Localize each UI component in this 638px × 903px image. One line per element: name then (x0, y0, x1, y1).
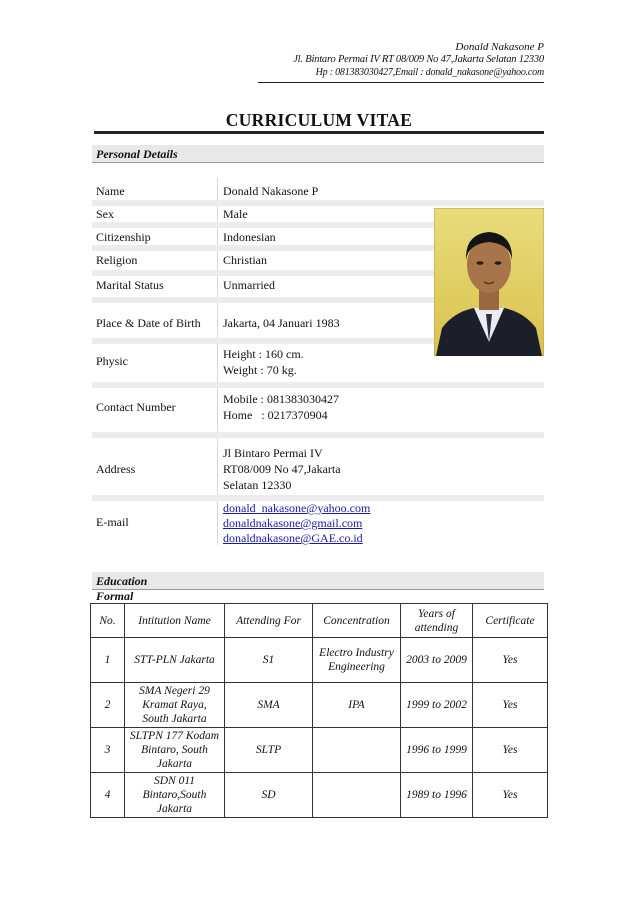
header-contact: Hp : 081383030427,Email : donald_nakasone@yahoo.com (315, 67, 544, 78)
column-header-concentration: Concentration (313, 604, 401, 638)
cell-concentration (313, 773, 401, 818)
address-line-2: RT08/009 No 47,Jakarta (223, 462, 341, 476)
education-subtitle: Formal (96, 589, 134, 603)
row-separator (92, 382, 544, 388)
column-separator (217, 388, 218, 432)
citizenship-value: Indonesian (223, 230, 276, 244)
profile-photo (434, 208, 544, 356)
email-link-gae[interactable]: donaldnakasone@GAE.co.id (223, 531, 363, 545)
sex-label: Sex (96, 207, 114, 221)
header-name: Donald Nakasone P (455, 41, 544, 53)
column-separator (217, 178, 218, 200)
column-separator (217, 344, 218, 382)
column-separator (217, 276, 218, 297)
citizenship-label: Citizenship (96, 230, 151, 244)
cell-concentration: Electro Industry Engineering (313, 638, 401, 683)
cell-attending: SLTP (225, 728, 313, 773)
name-value: Donald Nakasone P (223, 184, 319, 198)
cell-attending: SD (225, 773, 313, 818)
cell-institution: SLTPN 177 Kodam Bintaro, South Jakarta (125, 728, 225, 773)
height-value: Height : 160 cm. (223, 347, 304, 361)
column-separator (217, 438, 218, 495)
column-header-years: Years of attending (401, 604, 473, 638)
cell-no: 2 (91, 683, 125, 728)
title-divider (94, 131, 544, 134)
marital-status-label: Marital Status (96, 278, 164, 292)
cell-institution: STT-PLN Jakarta (125, 638, 225, 683)
column-separator (217, 206, 218, 222)
cell-institution: SDN 011 Bintaro,South Jakarta (125, 773, 225, 818)
cell-attending: SMA (225, 683, 313, 728)
personal-details-heading: Personal Details (92, 145, 544, 163)
sex-value: Male (223, 207, 248, 221)
cell-attending: S1 (225, 638, 313, 683)
table-row (91, 638, 548, 683)
physic-label: Physic (96, 354, 129, 368)
religion-label: Religion (96, 253, 138, 267)
cell-years: 1996 to 1999 (401, 728, 473, 773)
cell-no: 4 (91, 773, 125, 818)
cell-certificate: Yes (473, 728, 548, 773)
home-phone-value: Home : 0217370904 (223, 408, 328, 422)
marital-status-value: Unmarried (223, 278, 275, 292)
address-line-3: Selatan 12330 (223, 478, 292, 492)
row-separator (92, 432, 544, 438)
row-separator (92, 200, 544, 206)
table-row (91, 773, 548, 818)
email-link-yahoo[interactable]: donald_nakasone@yahoo.com (223, 501, 371, 515)
cell-years: 2003 to 2009 (401, 638, 473, 683)
mobile-value: Mobile : 081383030427 (223, 392, 339, 406)
column-header-institution: Intitution Name (125, 604, 225, 638)
cell-no: 1 (91, 638, 125, 683)
birth-value: Jakarta, 04 Januari 1983 (223, 316, 340, 330)
header-divider (258, 82, 544, 83)
column-separator (217, 251, 218, 270)
cell-years: 1999 to 2002 (401, 683, 473, 728)
column-separator (217, 228, 218, 245)
column-separator (217, 501, 218, 545)
cell-years: 1989 to 1996 (401, 773, 473, 818)
table-row (91, 728, 548, 773)
column-header-certificate: Certificate (473, 604, 548, 638)
page-title: CURRICULUM VITAE (225, 110, 413, 130)
cell-certificate: Yes (473, 773, 548, 818)
email-link-gmail[interactable]: donaldnakasone@gmail.com (223, 516, 363, 530)
cell-concentration (313, 728, 401, 773)
cell-certificate: Yes (473, 638, 548, 683)
contact-number-label: Contact Number (96, 400, 176, 414)
religion-value: Christian (223, 253, 267, 267)
column-header-no: No. (91, 604, 125, 638)
cell-concentration: IPA (313, 683, 401, 728)
education-heading: Education (92, 572, 544, 590)
cell-institution: SMA Negeri 29 Kramat Raya, South Jakarta (125, 683, 225, 728)
cell-certificate: Yes (473, 683, 548, 728)
column-header-attending: Attending For (225, 604, 313, 638)
email-label: E-mail (96, 515, 129, 529)
address-label: Address (96, 462, 136, 476)
birth-label: Place & Date of Birth (96, 316, 201, 330)
cell-no: 3 (91, 728, 125, 773)
header-address: Jl. Bintaro Permai IV RT 08/009 No 47,Jakarta Selatan 12330 (293, 54, 544, 65)
column-separator (217, 303, 218, 338)
table-header-row (91, 604, 548, 638)
education-table (90, 603, 548, 818)
address-line-1: Jl Bintaro Permai IV (223, 446, 323, 460)
table-row (91, 683, 548, 728)
name-label: Name (96, 184, 125, 198)
weight-value: Weight : 70 kg. (223, 363, 297, 377)
